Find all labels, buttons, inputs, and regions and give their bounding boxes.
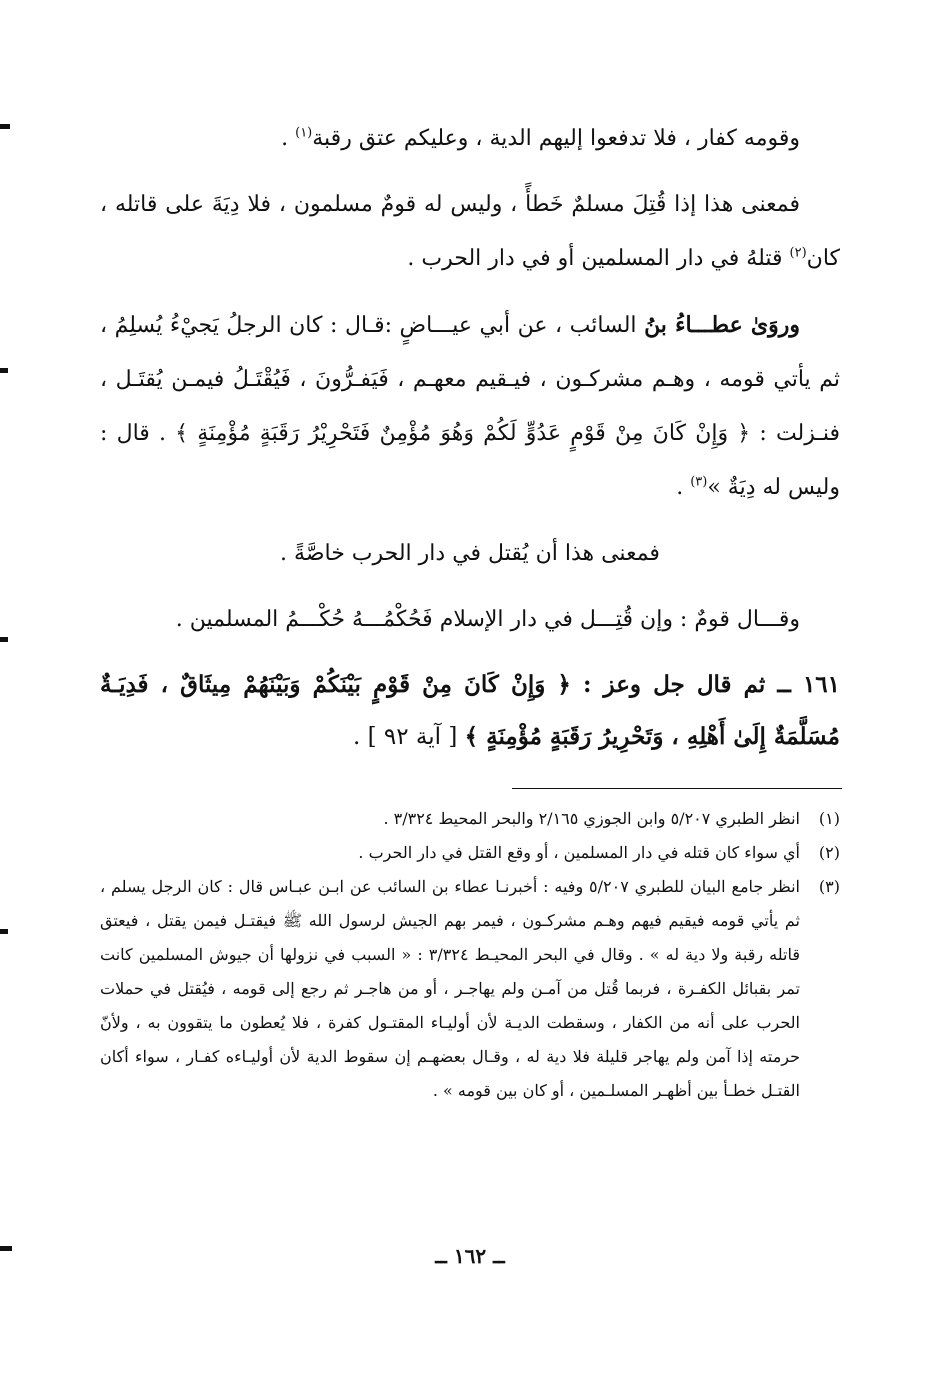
quran-quote: ﴿ وَإِنْ كَانَ مِنْ قَوْمٍ عَدُوٍّ لَكُمْ وَهُوَ مُؤْمِنٌ فَتَحْرِيْرُ رَقَبَةٍ مُؤْمِنَةٍ ﴾ xyxy=(175,421,751,446)
verse-number: ١٦١ ــ xyxy=(777,671,840,698)
verse-reference: [ آية ٩٢ ] . xyxy=(352,724,465,750)
scan-edge-mark xyxy=(0,124,10,129)
footnote-ref-1: (١) xyxy=(295,125,313,141)
scan-edge-mark xyxy=(0,368,8,373)
paragraph-2-text: فمعنى هذا إذا قُتِلَ مسلمٌ خَطأً ، وليس له قومٌ مسلمون ، فلا دِيَةَ على قاتله ، كان xyxy=(100,192,840,271)
paragraph-1-text: وقومه كفار ، فلا تدفعوا إليهم الدية ، وعليكم عتق رقبة xyxy=(312,126,800,151)
main-text xyxy=(100,112,840,775)
paragraph-3-text-a: السائب ، عن أبي عيـــاضٍ :قـال : كان الرجلُ يَجيْءُ يُسلِمُ ، ثم يأتي قومه ، وهـم مشركـون ، فيـقيم معهـم ، فَيَفـرُّونَ ، فَيُقْتَـلُ فيمـن يُقتَـل ، فنـزلت : xyxy=(100,313,840,446)
footnote-text: انظر الطبري ٥/٢٠٧ وابن الجوزي ٢/١٦٥ والبحر المحيط ٣/٣٢٤ . xyxy=(383,809,800,828)
paragraph-2-end: قتلهُ في دار المسلمين أو في دار الحرب . xyxy=(407,246,790,271)
verse-text: ﴿ وَإِنْ كَانَ مِنْ قَوْمٍ بَيْنَكُمْ وَبَيْنَهُمْ مِيثَاقٌ ، فَدِيَـةٌ مُسَلَّمَةٌ إِلَىٰ أَهْلِهِ ، وَتَحْرِيرُ رَقَبَةٍ مُؤْمِنَةٍ ﴾ xyxy=(100,671,840,750)
verse-heading xyxy=(100,659,840,763)
paragraph-1-end: . xyxy=(281,126,296,151)
footnote-1 xyxy=(100,802,840,836)
footnote-2 xyxy=(100,836,840,870)
paragraph-3-text-b: . قال : وليس له دِيَةٌ » xyxy=(100,421,840,500)
paragraph-3-end: . xyxy=(676,475,691,500)
paragraph-1 xyxy=(100,112,840,166)
paragraph-2 xyxy=(100,178,840,286)
verse-intro: ثم قال جل وعز : xyxy=(570,671,778,698)
footnotes xyxy=(100,802,840,1108)
page-number: ــ ١٦٢ ــ xyxy=(435,1244,505,1268)
footnote-ref-2: (٢) xyxy=(789,245,807,261)
scan-edge-mark xyxy=(0,637,8,642)
scan-edge-mark xyxy=(0,929,8,934)
footnote-number: (١) xyxy=(818,809,840,828)
footnote-text: انظر جامع البيان للطبري ٥/٢٠٧ وفيه : أخبرنـا عطاء بن السائب عن ابـن عبـاس قال : كان الرجل يسلم ، ثم يأتي قومه فيقيم فيهم وهـم مشركـون ، فيمر بهم الجيش لرسول الله ﷺ فيقتـل فيمن يقتل ، فيعتق قاتله رقبة ولا دية له » . وقال في البحر المحيـط ٣/٣٢٤ : « السبب في نزولها أن جيوش المسلمين كانت تمر بقبائل الكفـرة ، فربما قُتل من آمـن ولم يهاجـر ، أو من هاجـر ثم رجع إلى قومه ، فيُقتل في حملات الحرب على أنه من الكفار ، وسقطت الديـة لأن أوليـاء المقتـول كفرة ، فلا يُعطون ما يتقوون به ، ولأنّ حرمته إذا آمن ولم يهاجر قليلة فلا دية له ، وقـال بعضهـم إن سقوط الدية لأن أوليـاءه كفـار ، سواء أكان القتـل خطـأ بين أظهـر المسلـمين ، أو كان بين قومه » . xyxy=(100,877,801,1100)
footnote-ref-3: (٣) xyxy=(690,474,708,490)
footnote-number: (٣) xyxy=(818,877,840,896)
footnote-text: أي سواء كان قتله في دار المسلمين ، أو وقع القتل في دار الحرب . xyxy=(358,843,800,862)
paragraph-4: فمعنى هذا أن يُقتل في دار الحرب خاصَّةً . xyxy=(280,541,660,566)
footnote-number: (٢) xyxy=(818,843,840,862)
paragraph-5: وقـــال قومٌ : وإن قُتِـــل في دار الإسلام فَحُكْمُـــهُ حُكْـــمُ المسلمين . xyxy=(175,607,800,632)
footnote-divider xyxy=(512,788,842,789)
paragraph-3 xyxy=(100,298,840,515)
footnote-3 xyxy=(100,870,840,1108)
narrator-name: وروَىٰ عطـــاءُ بنُ xyxy=(644,312,800,338)
